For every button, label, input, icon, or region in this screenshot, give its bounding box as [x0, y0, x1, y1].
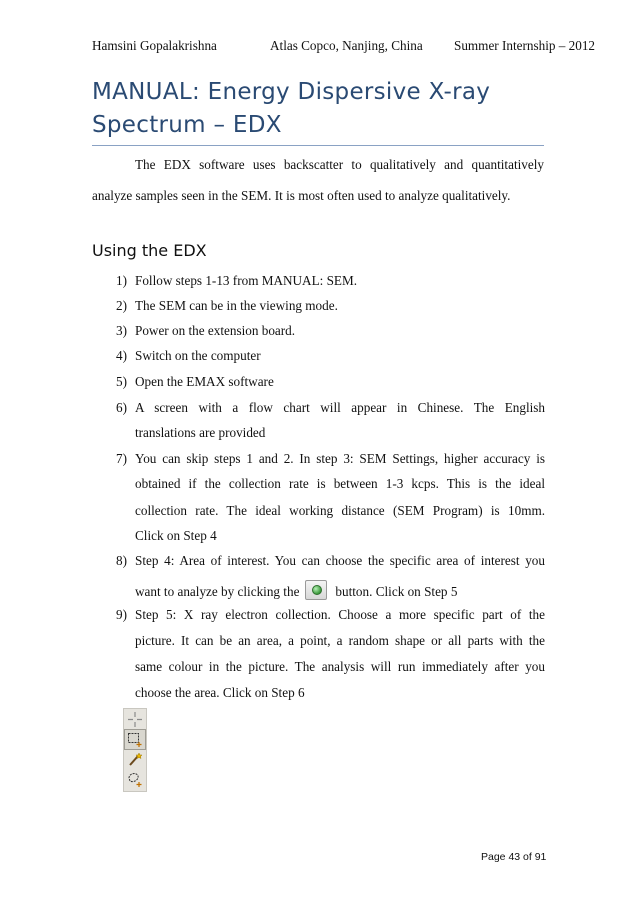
step-text: translations are provided [135, 425, 266, 440]
step-text: Step 5: X ray electron collection. Choose a more specific part of the [135, 607, 545, 622]
intro-line-1: The EDX software uses backscatter to qualitatively and quantitatively [135, 157, 544, 172]
page-title-line1: MANUAL: Energy Dispersive X-ray [92, 79, 491, 105]
step-number: 2) [116, 298, 127, 313]
step-number: 5) [116, 374, 127, 389]
header-company: Atlas Copco, Nanjing, China [270, 38, 423, 53]
title-divider [92, 145, 544, 146]
step-text: button. Click on Step 5 [335, 584, 458, 599]
step-text: obtained if the collection rate is between 1-3 kcps. This is the ideal [135, 476, 545, 491]
rectangle-select-icon [125, 730, 145, 749]
selection-toolbar-image [123, 708, 147, 792]
step-text: same colour in the picture. The analysis will run immediately after you [135, 659, 545, 674]
area-of-interest-button-icon [305, 580, 327, 600]
magic-wand-icon [125, 750, 145, 769]
step-text: Step 4: Area of interest. You can choose the specific area of interest you [135, 553, 545, 568]
step-text: Switch on the computer [135, 348, 261, 363]
intro-line-2: analyze samples seen in the SEM. It is most often used to analyze qualitatively. [92, 188, 511, 203]
step-number: 7) [116, 451, 127, 466]
step-number: 6) [116, 400, 127, 415]
page-number: Page 43 of 91 [481, 851, 547, 863]
step-text: collection rate. The ideal working distance (SEM Program) is 10mm. [135, 503, 545, 518]
page-title [92, 76, 544, 142]
step-number: 8) [116, 553, 127, 568]
header-author: Hamsini Gopalakrishna [92, 38, 217, 53]
step-number: 4) [116, 348, 127, 363]
step-text: Open the EMAX software [135, 374, 274, 389]
step-number: 1) [116, 273, 127, 288]
step-number: 9) [116, 607, 127, 622]
step-text: picture. It can be an area, a point, a random shape or all parts with the [135, 633, 545, 648]
step-text: A screen with a flow chart will appear in Chinese. The English [135, 400, 545, 415]
freeform-select-icon [125, 770, 145, 789]
crosshair-icon [125, 710, 145, 729]
step-number: 3) [116, 323, 127, 338]
page-title-line2: Spectrum – EDX [92, 112, 282, 138]
step-text: Click on Step 4 [135, 528, 217, 543]
step-text-with-button [135, 580, 457, 600]
step-text: The SEM can be in the viewing mode. [135, 298, 338, 313]
step-text: choose the area. Click on Step 6 [135, 685, 305, 700]
header-program: Summer Internship – 2012 [454, 38, 596, 53]
step-text: want to analyze by clicking the [135, 584, 300, 599]
step-text: You can skip steps 1 and 2. In step 3: SEM Settings, higher accuracy is [135, 451, 545, 466]
step-text: Power on the extension board. [135, 323, 296, 338]
section-heading: Using the EDX [92, 241, 207, 260]
step-text: Follow steps 1-13 from MANUAL: SEM. [135, 273, 357, 288]
